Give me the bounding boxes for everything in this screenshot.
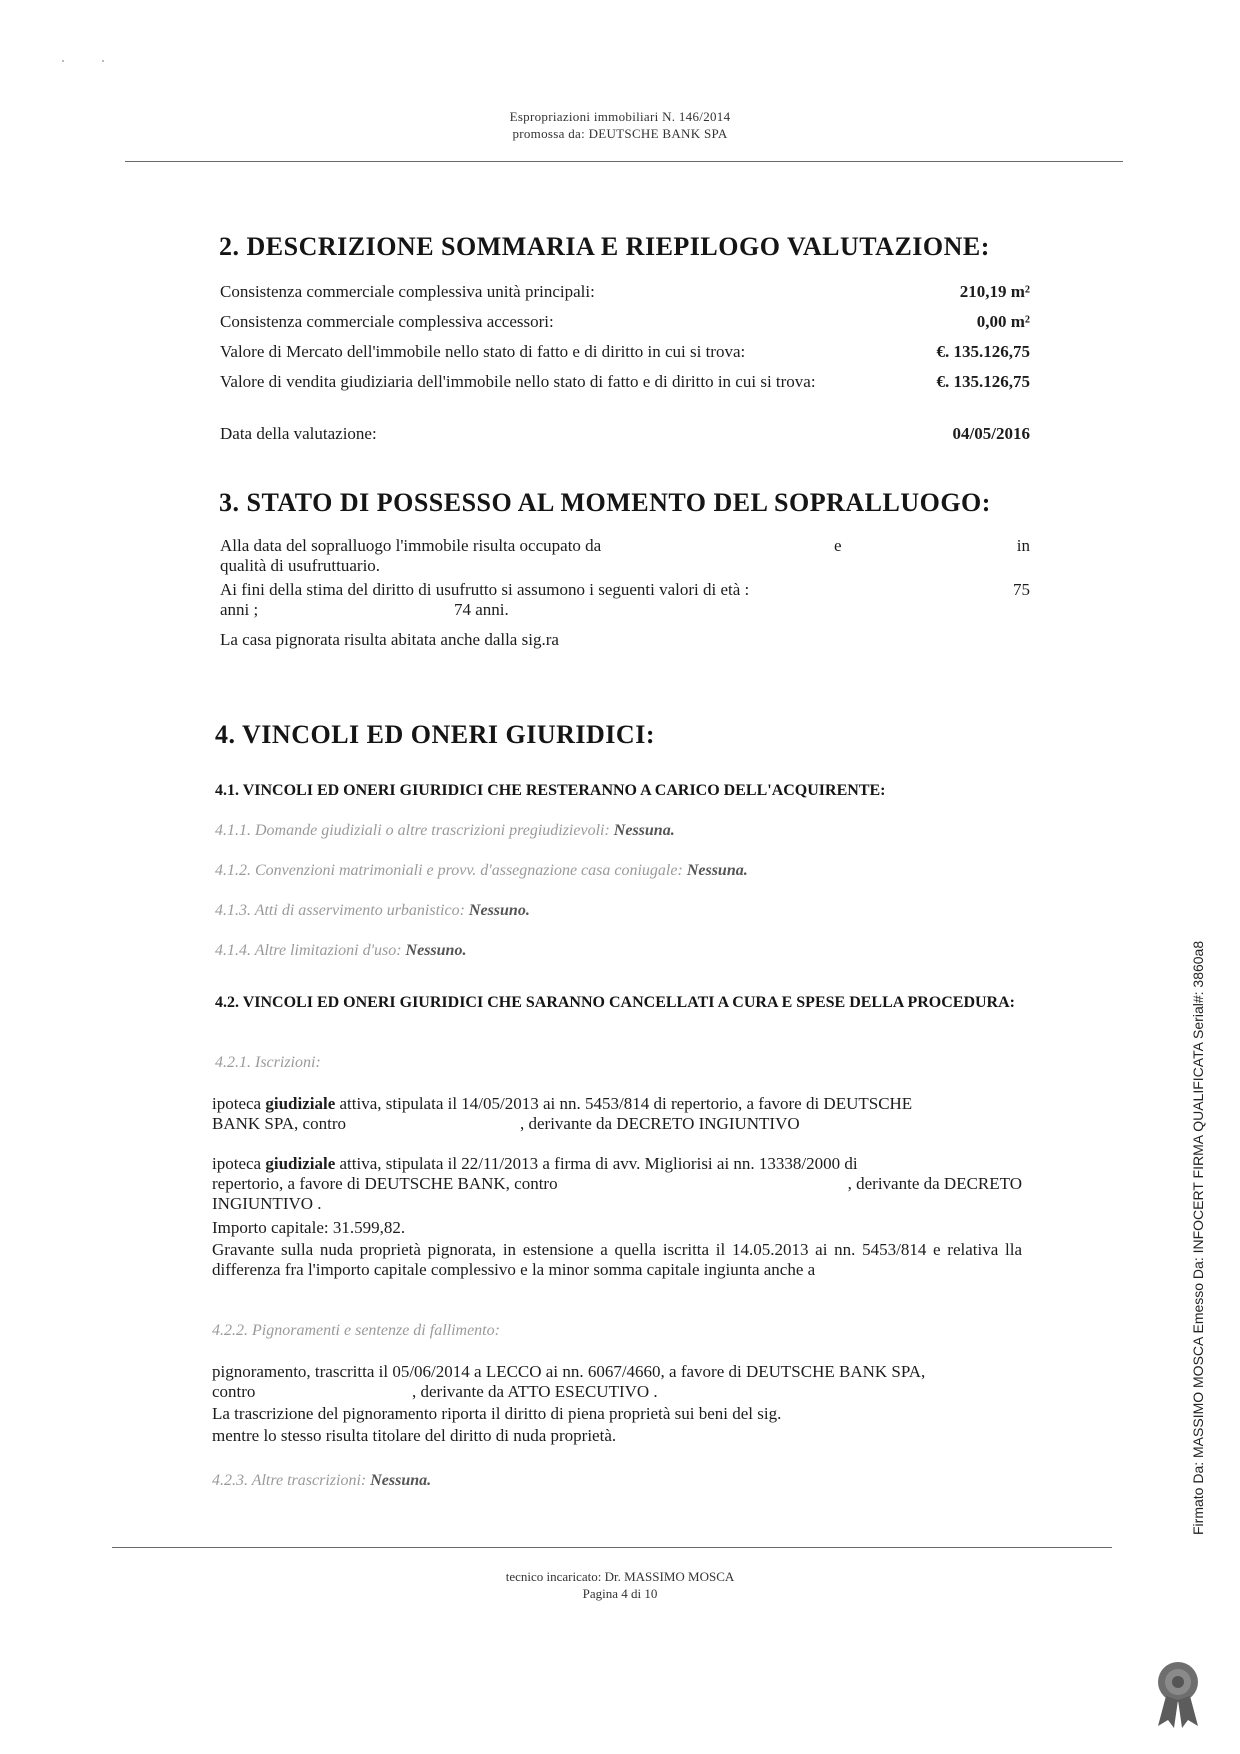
signature-seal-icon bbox=[1148, 1656, 1208, 1728]
possession-text: e bbox=[834, 536, 842, 555]
encumbrance-item: 4.1.3. Atti di asservimento urbanistico: Nessuno. bbox=[215, 902, 530, 919]
subsection-4-1-title: 4.1. VINCOLI ED ONERI GIURIDICI CHE RESTERANNO A CARICO DELL'ACQUIRENTE: bbox=[215, 782, 886, 799]
summary-label: Consistenza commerciale complessiva unità principali: bbox=[220, 282, 595, 301]
header-line-1: Espropriazioni immobiliari N. 146/2014 bbox=[509, 109, 731, 124]
footer-technician: tecnico incaricato: Dr. MASSIMO MOSCA bbox=[505, 1569, 735, 1584]
possession-text: Alla data del sopralluogo l'immobile risulta occupato da bbox=[220, 536, 602, 555]
encumbrance-value: Nessuno. bbox=[405, 942, 467, 959]
encumbrance-value: Nessuna. bbox=[370, 1472, 432, 1489]
mortgage-note: Gravante sulla nuda proprietà pignorata, in estensione a quella iscritta il 14.05.2013 ai nn. 5453/814 e relativa lla differenza fra l'importo capitale complessivo e la minor somma capitale ingiunta anche a bbox=[212, 1240, 1022, 1279]
possession-paragraph-1 bbox=[220, 536, 1030, 556]
summary-value: €. 135.126,75 bbox=[936, 372, 1030, 391]
possession-text: qualità di usufruttuario. bbox=[220, 556, 381, 575]
encumbrance-value: Nessuno. bbox=[468, 902, 530, 919]
possession-text: Ai fini della stima del diritto di usufrutto si assumono i seguenti valori di età : bbox=[220, 580, 750, 599]
mortgage-entry-2: ipoteca giudiziale attiva, stipulata il 22/11/2013 a firma di avv. Migliorisi ai nn. 13338/2000 di bbox=[212, 1154, 858, 1173]
possession-text: La casa pignorata risulta abitata anche dalla sig.ra bbox=[220, 630, 559, 649]
capital-amount: Importo capitale: 31.599,82. bbox=[212, 1218, 406, 1237]
section-4-title: 4. VINCOLI ED ONERI GIURIDICI: bbox=[215, 720, 655, 749]
page-footer bbox=[0, 1568, 1240, 1602]
foreclosure-entry: pignoramento, trascritta il 05/06/2014 a LECCO ai nn. 6067/4660, a favore di DEUTSCHE BANK SPA, bbox=[212, 1362, 926, 1381]
page-header bbox=[0, 108, 1240, 142]
header-rule bbox=[125, 161, 1123, 162]
summary-value: €. 135.126,75 bbox=[936, 342, 1030, 361]
encumbrance-item: 4.1.4. Altre limitazioni d'uso: Nessuno. bbox=[215, 942, 467, 959]
item-4-2-2: 4.2.2. Pignoramenti e sentenze di fallimento: bbox=[212, 1322, 500, 1339]
section-3-title: 3. STATO DI POSSESSO AL MOMENTO DEL SOPRALLUOGO: bbox=[219, 488, 991, 517]
encumbrance-item: 4.1.2. Convenzioni matrimoniali e provv. d'assegnazione casa coniugale: Nessuna. bbox=[215, 862, 748, 879]
encumbrance-value: Nessuna. bbox=[686, 862, 748, 879]
summary-row bbox=[220, 372, 1030, 416]
age-value: 75 bbox=[1013, 580, 1030, 599]
encumbrance-item: 4.1.1. Domande giudiziali o altre trascrizioni pregiudizievoli: Nessuna. bbox=[215, 822, 675, 839]
summary-value: 210,19 m² bbox=[959, 282, 1030, 301]
header-line-2: promossa da: DEUTSCHE BANK SPA bbox=[512, 126, 728, 141]
subsection-4-2-title: 4.2. VINCOLI ED ONERI GIURIDICI CHE SARANNO CANCELLATI A CURA E SPESE DELLA PROCEDURA: bbox=[215, 994, 1015, 1011]
encumbrance-value: Nessuna. bbox=[613, 822, 675, 839]
possession-text: anni ; bbox=[220, 600, 259, 619]
mortgage-entry-1: ipoteca giudiziale attiva, stipulata il 14/05/2013 ai nn. 5453/814 di repertorio, a favore di DEUTSCHE bbox=[212, 1094, 913, 1113]
possession-paragraph-2 bbox=[220, 580, 1030, 600]
page-number: Pagina 4 di 10 bbox=[582, 1586, 658, 1601]
digital-signature-text: Firmato Da: MASSIMO MOSCA Emesso Da: INFOCERT FIRMA QUALIFICATA Serial#: 3860a8 bbox=[1190, 940, 1206, 1535]
summary-value: 04/05/2016 bbox=[952, 424, 1030, 443]
summary-label: Consistenza commerciale complessiva accessori: bbox=[220, 312, 554, 331]
item-4-2-3: 4.2.3. Altre trascrizioni: Nessuna. bbox=[212, 1472, 432, 1489]
summary-label: Data della valutazione: bbox=[220, 424, 377, 443]
summary-label: Valore di Mercato dell'immobile nello stato di fatto e di diritto in cui si trova: bbox=[220, 342, 746, 361]
age-value: 74 anni. bbox=[454, 600, 509, 619]
section-2-title: 2. DESCRIZIONE SOMMARIA E RIEPILOGO VALUTAZIONE: bbox=[219, 232, 990, 261]
summary-value: 0,00 m² bbox=[976, 312, 1030, 331]
item-4-2-1: 4.2.1. Iscrizioni: bbox=[215, 1054, 321, 1071]
possession-text: in bbox=[1016, 536, 1030, 555]
footer-rule bbox=[112, 1547, 1112, 1548]
summary-label: Valore di vendita giudiziaria dell'immobile nello stato di fatto e di diritto in cui si trova: bbox=[220, 372, 816, 391]
